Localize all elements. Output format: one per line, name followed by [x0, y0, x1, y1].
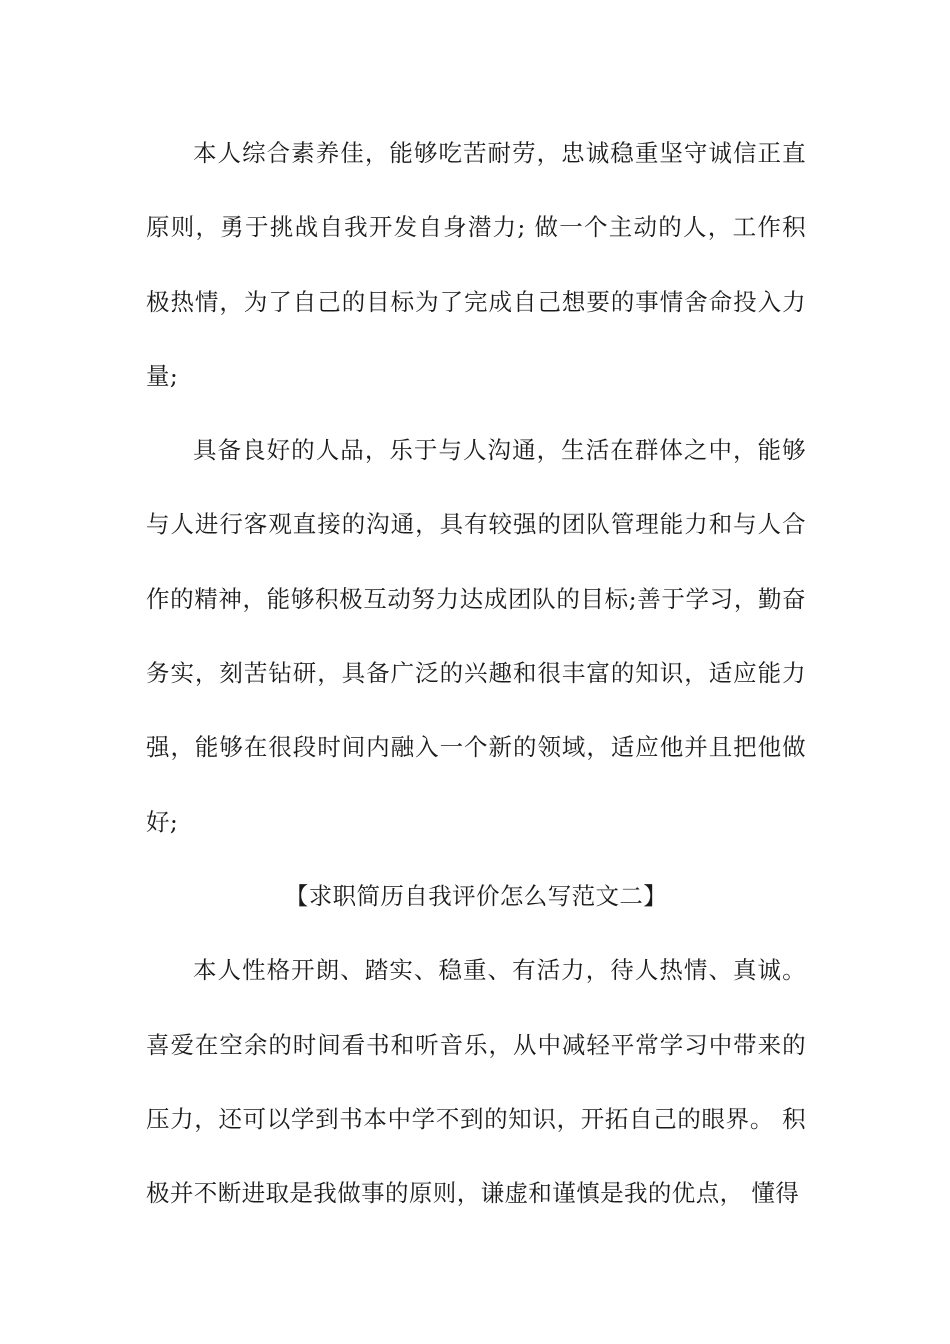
- paragraph-1: 本人综合素养佳，能够吃苦耐劳，忠诚稳重坚守诚信正直原则，勇于挑战自我开发自身潜力; 做一个主动的人，工作积极热情，为了自己的目标为了完成自己想要的事情舍命投入力量;: [146, 139, 806, 390]
- paragraph-2: 具备良好的人品，乐于与人沟通，生活在群体之中，能够与人进行客观直接的沟通，具有较强的团队管理能力和与人合作的精神，能够积极互动努力达成团队的目标;善于学习，勤奋务实，刻苦钻研，具备广泛的兴趣和很丰富的知识，适应能力强，能够在很段时间内融入一个新的领域，适应他并且把他做好;: [146, 436, 806, 836]
- section-heading: 【求职简历自我评价怎么写范文二】: [284, 881, 668, 910]
- document-body: [146, 116, 806, 1230]
- paragraph-3: 本人性格开朗、踏实、稳重、有活力，待人热情、真诚。喜爱在空余的时间看书和听音乐，从中减轻平常学习中带来的压力，还可以学到书本中学不到的知识，开拓自己的眼界。 积极并不断进取是我做事的原则，谦虚和谨慎是我的优点， 懂得: [146, 956, 806, 1208]
